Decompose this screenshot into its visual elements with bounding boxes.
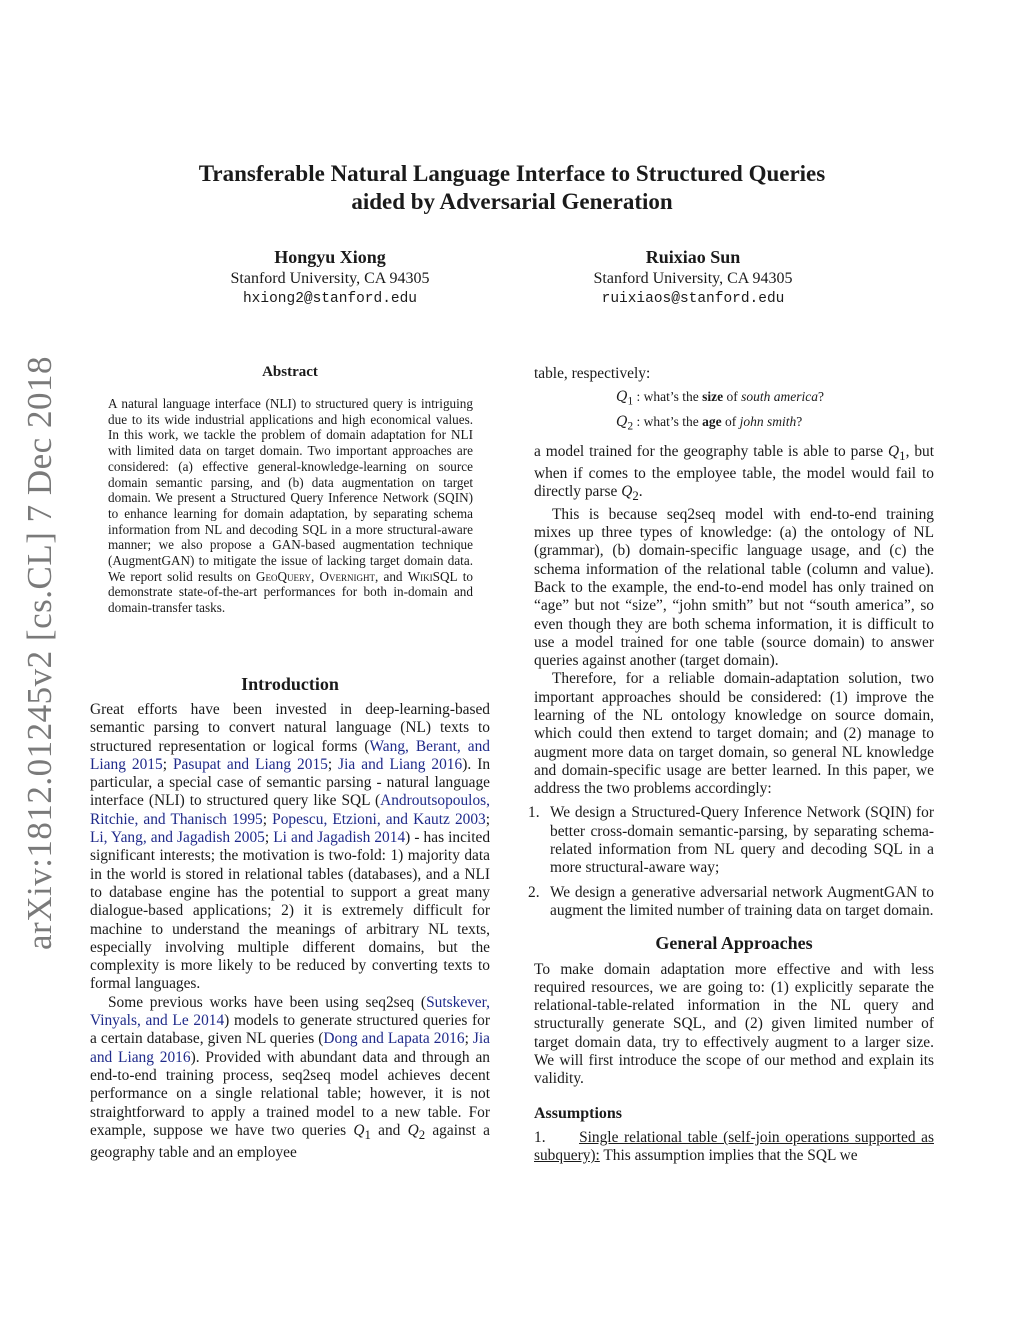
citation-link[interactable]: Pasupat and Liang 2015 (173, 755, 328, 773)
right-paragraph-2: This is because seq2seq model with end-to-end training mixes up three types of knowledge: (a) the ontology of NL (grammar), (b) domain-specific language usage, and (c) the schema information of the relational table (column and value). Back to the example, the end-to-end model has only trained on “age” but not “size”, “john smith” but not “south america”, so even though they are both schema information, it is difficult to use a model trained for one table (source domain) to answer queries against another (target domain). (534, 505, 934, 670)
author-name: Hongyu Xiong (274, 247, 386, 267)
introduction-heading: Introduction (241, 674, 339, 694)
author-affiliation: Stanford University, CA 94305 (593, 270, 793, 287)
query-q2: $Q_2$ : what’s the age of john smith? (616, 413, 803, 433)
list-item: 1. We design a Structured-Query Inference Network (SQIN) for better cross-domain semantic-parsing, by separating schema-related information from NL query and decoding SQL in a more structural-aware way; (528, 804, 934, 877)
author-name: Ruixiao Sun (645, 247, 741, 267)
author-block-1 (150, 246, 510, 309)
arxiv-stamp: arXiv:1812.01245v2 [cs.CL] 7 Dec 2018 (20, 356, 59, 950)
citation-link[interactable]: Jia and Liang 2016 (338, 755, 463, 773)
citation-link[interactable]: Popescu, Etzioni, and Kautz 2003 (272, 810, 486, 828)
author-email: hxiong2@stanford.edu (242, 291, 418, 307)
citation-link[interactable]: Jia and Liang 2016 (90, 1030, 490, 1066)
title-line-1: Transferable Natural Language Interface to Structured Queries (198, 161, 826, 186)
dataset-overnight: Overnight (319, 568, 375, 584)
right-continuation: table, respectively: (534, 365, 651, 382)
author-block-2 (513, 246, 873, 309)
dataset-geoquery: GeoQuery (255, 568, 311, 584)
contribution-list (528, 804, 934, 920)
assumption-item: 1. Single relational table (self-join operations supported as subquery): This assumption implies that the SQL we (534, 1128, 934, 1165)
intro-paragraph-1: Great efforts have been invested in deep-learning-based semantic parsing to convert natural language (NL) texts to structured representation or logical forms (Wang, Berant, and Liang 2015; Pasupat and Liang 2015; Jia and Liang 2016). In particular, a special case of semantic parsing - natural language interface (NLI) to structured query like SQL (Androutsopoulos, Ritchie, and Thanisch 1995; Popescu, Etzioni, and Kautz 2003; Li, Yang, and Jagadish 2005; Li and Jagadish 2014) - has incited significant interests; the motivation is two-fold: 1) majority data in the world is stored in relational tables (databases), and a NLI to database engine has the potential to support a great many dialogue-based applications; 2) it is extremely difficult for machine to understand the meanings of arbitrary NL texts, especially involving multiple different domains, but the complexity is more likely to be reduced by converting texts to formal languages. (90, 701, 491, 993)
author-affiliation: Stanford University, CA 94305 (230, 270, 430, 287)
title-line-2: aided by Adversarial Generation (351, 189, 673, 214)
query-q1: $Q_1$ : what’s the size of south america? (616, 389, 824, 408)
list-item: 2. We design a generative adversarial network AugmentGAN to augment the limited number of training data on target domain. (528, 883, 934, 919)
abstract-heading: Abstract (262, 364, 318, 380)
author-email: ruixiaos@stanford.edu (601, 291, 785, 307)
right-paragraph-4: To make domain adaptation more effective and with less required resources, we are going to: (1) explicitly separate the relational-table-related information in the NL query and structurally generate SQL, and (2) given limited number of target domain data, try to effectively augment to a larger size. We will first introduce the scope of our method and explain its validity. (534, 960, 934, 1088)
assumptions-heading: Assumptions (534, 1104, 623, 1122)
citation-link[interactable]: Li, Yang, and Jagadish 2005 (90, 829, 265, 847)
right-column (528, 365, 934, 1166)
citation-link[interactable]: Dong and Lapata 2016 (323, 1030, 465, 1048)
abstract-text: A natural language interface (NLI) to structured query is intriguing due to its wide industrial applications and high economical values. In this work, we tackle the problem of domain adaptation for NLI with limited data on target domain. Two important approaches are considered: (a) effective general-knowledge-learning on source domain semantic parsing, and (b) data augmentation on target domain. We present a Structured Query Inference Network (SQIN) to enhance learning for domain adaptation, by separating schema information from NL and decoding SQL in a more structural-aware manner; we also propose a GAN-based augmentation technique (AugmentGAN) to mitigate the issue of lacking target domain data. We report solid results on GeoQuery, Overnight, and WikiSQL to demonstrate state-of-the-art performances for both in-domain and domain-transfer tasks. (108, 396, 474, 616)
intro-paragraph-2: Some previous works have been using seq2seq (Sutskever, Vinyals, and Le 2014) models to generate structured queries for a certain database, given NL queries (Dong and Lapata 2016; Jia and Liang 2016). Provided with abundant data and through an end-to-end training process, seq2seq model achieves decent performance on a single relational table; however, it is not straightforward to apply a trained model to a new table. For example, suppose we have two queries $Q_1$ and $Q_2$ against a geography table and an employee (90, 993, 490, 1162)
right-paragraph-1: a model trained for the geography table is able to parse $Q_1$, but when if comes to the employee table, the model would fail to directly parse $Q_2$. (534, 442, 934, 504)
right-paragraph-3: Therefore, for a reliable domain-adaptation solution, two important approaches should be considered: (1) improve the learning of the NL ontology knowledge on source domain, which could then extend to target domain; and (2) manage to augment more data on target domain, so general NL knowledge and domain-specific usage are better learned. In this paper, we address the two problems accordingly: (534, 670, 934, 798)
citation-link[interactable]: Wang, Berant, and Liang 2015 (90, 737, 490, 773)
left-column (90, 701, 490, 1163)
dataset-wikisql: WikiSQL (407, 568, 458, 584)
citation-link[interactable]: Sutskever, Vinyals, and Le 2014 (90, 993, 490, 1030)
paper-title (0, 160, 1024, 216)
citation-link[interactable]: Androutsopoulos, Ritchie, and Thanisch 1995 (90, 792, 490, 828)
general-approaches-heading: General Approaches (655, 933, 813, 954)
citation-link[interactable]: Li and Jagadish 2014 (273, 829, 406, 847)
